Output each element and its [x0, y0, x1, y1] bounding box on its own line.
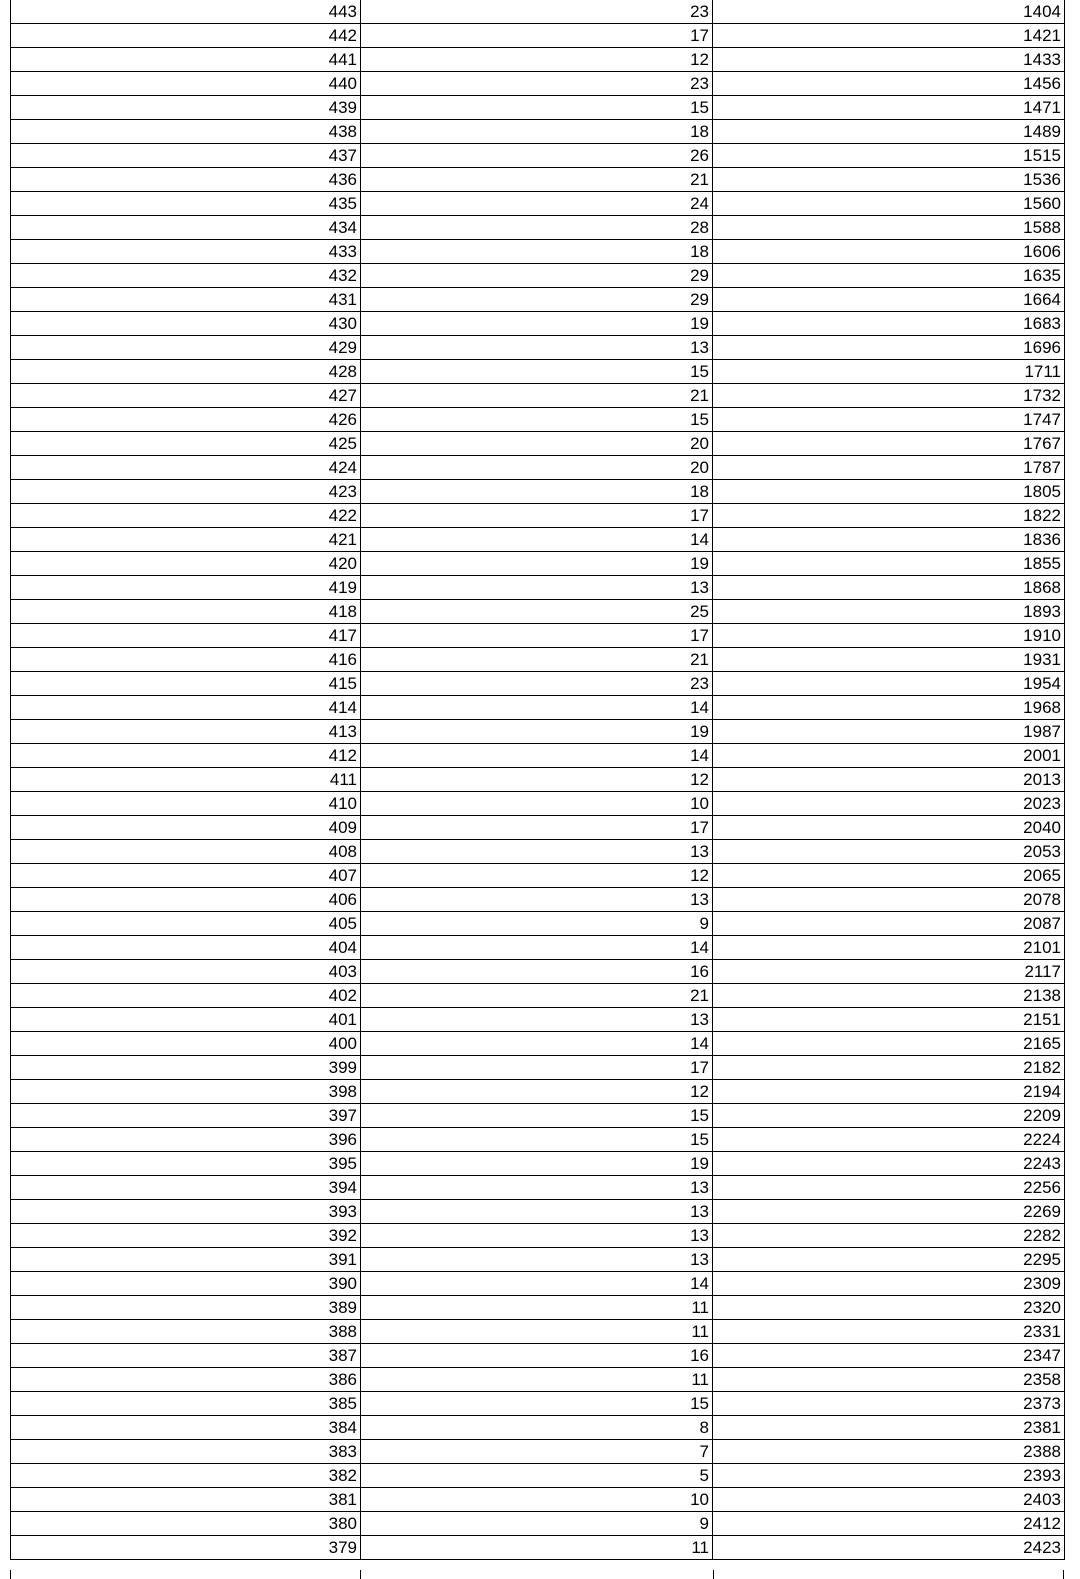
table-row — [11, 1440, 1065, 1464]
count-cell[interactable]: 13 — [361, 576, 713, 600]
count-cell[interactable]: 19 — [361, 720, 713, 744]
cumulative-cell[interactable]: 1910 — [713, 624, 1065, 648]
table-row — [11, 696, 1065, 720]
cumulative-cell[interactable]: 1968 — [713, 696, 1065, 720]
score-cell[interactable]: 412 — [11, 744, 361, 768]
table-row — [11, 480, 1065, 504]
score-cell[interactable]: 433 — [11, 240, 361, 264]
count-cell[interactable]: 14 — [361, 1032, 713, 1056]
cumulative-cell[interactable]: 1767 — [713, 432, 1065, 456]
count-cell[interactable]: 13 — [361, 888, 713, 912]
score-cell[interactable]: 436 — [11, 168, 361, 192]
count-cell[interactable]: 19 — [361, 312, 713, 336]
score-cell[interactable]: 435 — [11, 192, 361, 216]
table-row — [11, 1536, 1065, 1560]
table-row — [11, 1008, 1065, 1032]
cumulative-cell[interactable]: 2256 — [713, 1176, 1065, 1200]
table-row — [11, 1344, 1065, 1368]
count-cell[interactable]: 8 — [361, 1416, 713, 1440]
table-row — [11, 1272, 1065, 1296]
score-cell[interactable]: 381 — [11, 1488, 361, 1512]
score-cell[interactable]: 426 — [11, 408, 361, 432]
score-cell[interactable]: 404 — [11, 936, 361, 960]
cumulative-cell[interactable]: 2320 — [713, 1296, 1065, 1320]
table-row — [11, 96, 1065, 120]
table-row — [11, 552, 1065, 576]
count-cell[interactable]: 18 — [361, 480, 713, 504]
table-row — [11, 1512, 1065, 1536]
table-row — [11, 672, 1065, 696]
cumulative-cell[interactable]: 2243 — [713, 1152, 1065, 1176]
count-cell[interactable]: 23 — [361, 0, 713, 24]
count-cell[interactable]: 14 — [361, 744, 713, 768]
cumulative-cell[interactable]: 1836 — [713, 528, 1065, 552]
score-cell[interactable]: 420 — [11, 552, 361, 576]
score-cell[interactable]: 427 — [11, 384, 361, 408]
table-row — [11, 384, 1065, 408]
table-row — [11, 840, 1065, 864]
cumulative-cell[interactable]: 2309 — [713, 1272, 1065, 1296]
cumulative-cell[interactable]: 2053 — [713, 840, 1065, 864]
score-cell[interactable]: 411 — [11, 768, 361, 792]
cumulative-cell[interactable]: 1893 — [713, 600, 1065, 624]
score-distribution-table — [10, 0, 1065, 1560]
count-cell[interactable]: 13 — [361, 840, 713, 864]
score-cell[interactable]: 387 — [11, 1344, 361, 1368]
score-cell[interactable]: 397 — [11, 1104, 361, 1128]
score-cell[interactable]: 392 — [11, 1224, 361, 1248]
score-cell[interactable]: 403 — [11, 960, 361, 984]
score-cell[interactable]: 407 — [11, 864, 361, 888]
count-cell[interactable]: 16 — [361, 960, 713, 984]
table-row — [11, 336, 1065, 360]
table-row — [11, 504, 1065, 528]
count-cell[interactable]: 14 — [361, 696, 713, 720]
count-cell[interactable]: 14 — [361, 936, 713, 960]
count-cell[interactable]: 18 — [361, 240, 713, 264]
score-cell[interactable]: 413 — [11, 720, 361, 744]
count-cell[interactable]: 10 — [361, 1488, 713, 1512]
table-row — [11, 816, 1065, 840]
score-cell[interactable]: 388 — [11, 1320, 361, 1344]
score-cell[interactable]: 442 — [11, 24, 361, 48]
count-cell[interactable]: 23 — [361, 72, 713, 96]
count-cell[interactable]: 24 — [361, 192, 713, 216]
table-row — [11, 768, 1065, 792]
cumulative-cell[interactable]: 2423 — [713, 1536, 1065, 1560]
count-cell[interactable]: 21 — [361, 384, 713, 408]
count-cell[interactable]: 10 — [361, 792, 713, 816]
cumulative-cell[interactable]: 2209 — [713, 1104, 1065, 1128]
table-row — [11, 936, 1065, 960]
score-cell[interactable]: 421 — [11, 528, 361, 552]
score-cell[interactable]: 434 — [11, 216, 361, 240]
cumulative-cell[interactable]: 1822 — [713, 504, 1065, 528]
cumulative-cell[interactable]: 2078 — [713, 888, 1065, 912]
cumulative-cell[interactable]: 1931 — [713, 648, 1065, 672]
cumulative-cell[interactable]: 1747 — [713, 408, 1065, 432]
table-row — [11, 864, 1065, 888]
count-cell[interactable]: 16 — [361, 1344, 713, 1368]
count-cell[interactable]: 13 — [361, 1248, 713, 1272]
score-cell[interactable]: 402 — [11, 984, 361, 1008]
count-cell[interactable]: 20 — [361, 432, 713, 456]
cumulative-cell[interactable]: 1696 — [713, 336, 1065, 360]
count-cell[interactable]: 15 — [361, 96, 713, 120]
count-cell[interactable]: 12 — [361, 1080, 713, 1104]
cumulative-cell[interactable]: 2381 — [713, 1416, 1065, 1440]
score-cell[interactable]: 401 — [11, 1008, 361, 1032]
next-row-partial — [10, 1570, 1064, 1579]
cumulative-cell[interactable]: 1560 — [713, 192, 1065, 216]
count-cell[interactable]: 15 — [361, 1104, 713, 1128]
table-row — [11, 792, 1065, 816]
score-cell[interactable]: 399 — [11, 1056, 361, 1080]
count-cell[interactable]: 14 — [361, 1272, 713, 1296]
score-cell[interactable]: 398 — [11, 1080, 361, 1104]
table-row — [11, 1176, 1065, 1200]
score-cell[interactable]: 382 — [11, 1464, 361, 1488]
cumulative-cell[interactable]: 2412 — [713, 1512, 1065, 1536]
score-cell[interactable]: 383 — [11, 1440, 361, 1464]
spreadsheet-sheet — [10, 0, 1064, 1560]
score-cell[interactable]: 425 — [11, 432, 361, 456]
cumulative-cell[interactable]: 2013 — [713, 768, 1065, 792]
count-cell[interactable]: 12 — [361, 864, 713, 888]
cumulative-cell[interactable]: 2393 — [713, 1464, 1065, 1488]
cumulative-cell[interactable]: 1606 — [713, 240, 1065, 264]
cumulative-cell[interactable]: 1588 — [713, 216, 1065, 240]
table-row — [11, 744, 1065, 768]
cumulative-cell[interactable]: 1732 — [713, 384, 1065, 408]
cumulative-cell[interactable]: 2065 — [713, 864, 1065, 888]
table-row — [11, 720, 1065, 744]
table-row — [11, 1416, 1065, 1440]
count-cell[interactable]: 17 — [361, 1056, 713, 1080]
cumulative-cell[interactable]: 2224 — [713, 1128, 1065, 1152]
count-cell[interactable]: 15 — [361, 408, 713, 432]
cumulative-cell[interactable]: 1787 — [713, 456, 1065, 480]
score-cell[interactable]: 439 — [11, 96, 361, 120]
table-row — [11, 576, 1065, 600]
cumulative-cell[interactable]: 1954 — [713, 672, 1065, 696]
table-row — [11, 960, 1065, 984]
count-cell[interactable]: 28 — [361, 216, 713, 240]
table-row — [11, 1392, 1065, 1416]
count-cell[interactable]: 12 — [361, 48, 713, 72]
cumulative-cell[interactable]: 2388 — [713, 1440, 1065, 1464]
count-cell[interactable]: 11 — [361, 1536, 713, 1560]
score-cell[interactable]: 405 — [11, 912, 361, 936]
count-cell[interactable]: 21 — [361, 168, 713, 192]
score-cell[interactable]: 414 — [11, 696, 361, 720]
table-row — [11, 456, 1065, 480]
count-cell[interactable]: 12 — [361, 768, 713, 792]
count-cell[interactable]: 15 — [361, 1128, 713, 1152]
table-row — [11, 312, 1065, 336]
table-row — [11, 1224, 1065, 1248]
table-row — [11, 432, 1065, 456]
count-cell[interactable]: 20 — [361, 456, 713, 480]
count-cell[interactable]: 29 — [361, 288, 713, 312]
table-row — [11, 168, 1065, 192]
table-row — [11, 72, 1065, 96]
score-cell[interactable]: 380 — [11, 1512, 361, 1536]
score-cell[interactable]: 432 — [11, 264, 361, 288]
score-cell[interactable]: 410 — [11, 792, 361, 816]
count-cell[interactable]: 23 — [361, 672, 713, 696]
score-cell[interactable]: 385 — [11, 1392, 361, 1416]
cumulative-cell[interactable]: 1711 — [713, 360, 1065, 384]
column-divider — [360, 1570, 361, 1579]
table-row — [11, 528, 1065, 552]
cumulative-cell[interactable]: 1433 — [713, 48, 1065, 72]
count-cell[interactable]: 5 — [361, 1464, 713, 1488]
table-row — [11, 1296, 1065, 1320]
cumulative-cell[interactable]: 2347 — [713, 1344, 1065, 1368]
table-row — [11, 600, 1065, 624]
cumulative-cell[interactable]: 2194 — [713, 1080, 1065, 1104]
count-cell[interactable]: 29 — [361, 264, 713, 288]
table-row — [11, 1368, 1065, 1392]
table-row — [11, 1128, 1065, 1152]
score-cell[interactable]: 440 — [11, 72, 361, 96]
score-cell[interactable]: 389 — [11, 1296, 361, 1320]
table-row — [11, 1248, 1065, 1272]
table-row — [11, 144, 1065, 168]
score-cell[interactable]: 379 — [11, 1536, 361, 1560]
count-cell[interactable]: 18 — [361, 120, 713, 144]
cumulative-cell[interactable]: 1683 — [713, 312, 1065, 336]
count-cell[interactable]: 11 — [361, 1368, 713, 1392]
score-cell[interactable]: 430 — [11, 312, 361, 336]
cumulative-cell[interactable]: 2087 — [713, 912, 1065, 936]
cumulative-cell[interactable]: 2023 — [713, 792, 1065, 816]
count-cell[interactable]: 9 — [361, 1512, 713, 1536]
score-cell[interactable]: 390 — [11, 1272, 361, 1296]
table-row — [11, 288, 1065, 312]
table-row — [11, 984, 1065, 1008]
cumulative-cell[interactable]: 1635 — [713, 264, 1065, 288]
table-row — [11, 192, 1065, 216]
score-cell[interactable]: 422 — [11, 504, 361, 528]
count-cell[interactable]: 9 — [361, 912, 713, 936]
table-row — [11, 888, 1065, 912]
table-row — [11, 912, 1065, 936]
table-row — [11, 648, 1065, 672]
cumulative-cell[interactable]: 1515 — [713, 144, 1065, 168]
table-row — [11, 120, 1065, 144]
cumulative-cell[interactable]: 1664 — [713, 288, 1065, 312]
count-cell[interactable]: 17 — [361, 24, 713, 48]
count-cell[interactable]: 7 — [361, 1440, 713, 1464]
table-row — [11, 24, 1065, 48]
count-cell[interactable]: 13 — [361, 1176, 713, 1200]
score-cell[interactable]: 396 — [11, 1128, 361, 1152]
cumulative-cell[interactable]: 2403 — [713, 1488, 1065, 1512]
score-cell[interactable]: 428 — [11, 360, 361, 384]
cumulative-cell[interactable]: 2165 — [713, 1032, 1065, 1056]
cumulative-cell[interactable]: 1868 — [713, 576, 1065, 600]
cumulative-cell[interactable]: 1404 — [713, 0, 1065, 24]
table-row — [11, 360, 1065, 384]
cumulative-cell[interactable]: 2373 — [713, 1392, 1065, 1416]
count-cell[interactable]: 15 — [361, 1392, 713, 1416]
table-row — [11, 1032, 1065, 1056]
score-cell[interactable]: 386 — [11, 1368, 361, 1392]
count-cell[interactable]: 17 — [361, 504, 713, 528]
count-cell[interactable]: 15 — [361, 360, 713, 384]
table-row — [11, 1464, 1065, 1488]
table-row — [11, 216, 1065, 240]
table-row — [11, 408, 1065, 432]
table-row — [11, 1488, 1065, 1512]
score-cell[interactable]: 395 — [11, 1152, 361, 1176]
table-row — [11, 264, 1065, 288]
cumulative-cell[interactable]: 2269 — [713, 1200, 1065, 1224]
score-cell[interactable]: 408 — [11, 840, 361, 864]
cumulative-cell[interactable]: 2138 — [713, 984, 1065, 1008]
score-cell[interactable]: 416 — [11, 648, 361, 672]
table-row — [11, 240, 1065, 264]
count-cell[interactable]: 19 — [361, 552, 713, 576]
table-row — [11, 1200, 1065, 1224]
score-cell[interactable]: 437 — [11, 144, 361, 168]
table-row — [11, 624, 1065, 648]
score-cell[interactable]: 419 — [11, 576, 361, 600]
count-cell[interactable]: 21 — [361, 984, 713, 1008]
cumulative-cell[interactable]: 2358 — [713, 1368, 1065, 1392]
cumulative-cell[interactable]: 2295 — [713, 1248, 1065, 1272]
score-cell[interactable]: 394 — [11, 1176, 361, 1200]
table-row — [11, 1104, 1065, 1128]
score-cell[interactable]: 384 — [11, 1416, 361, 1440]
count-cell[interactable]: 17 — [361, 816, 713, 840]
score-cell[interactable]: 429 — [11, 336, 361, 360]
cumulative-cell[interactable]: 2117 — [713, 960, 1065, 984]
cumulative-cell[interactable]: 2001 — [713, 744, 1065, 768]
score-cell[interactable]: 438 — [11, 120, 361, 144]
count-cell[interactable]: 25 — [361, 600, 713, 624]
count-cell[interactable]: 19 — [361, 1152, 713, 1176]
score-cell[interactable]: 431 — [11, 288, 361, 312]
count-cell[interactable]: 13 — [361, 336, 713, 360]
table-body — [11, 0, 1065, 1560]
score-cell[interactable]: 415 — [11, 672, 361, 696]
score-cell[interactable]: 418 — [11, 600, 361, 624]
table-row — [11, 1080, 1065, 1104]
count-cell[interactable]: 14 — [361, 528, 713, 552]
score-cell[interactable]: 393 — [11, 1200, 361, 1224]
cumulative-cell[interactable]: 2282 — [713, 1224, 1065, 1248]
table-row — [11, 48, 1065, 72]
table-row — [11, 1152, 1065, 1176]
count-cell[interactable]: 11 — [361, 1320, 713, 1344]
score-cell[interactable]: 400 — [11, 1032, 361, 1056]
score-cell[interactable]: 406 — [11, 888, 361, 912]
cumulative-cell[interactable]: 1536 — [713, 168, 1065, 192]
cumulative-cell[interactable]: 1805 — [713, 480, 1065, 504]
score-cell[interactable]: 409 — [11, 816, 361, 840]
count-cell[interactable]: 17 — [361, 624, 713, 648]
cumulative-cell[interactable]: 1421 — [713, 24, 1065, 48]
column-divider — [713, 1570, 714, 1579]
score-cell[interactable]: 443 — [11, 0, 361, 24]
count-cell[interactable]: 26 — [361, 144, 713, 168]
cumulative-cell[interactable]: 1987 — [713, 720, 1065, 744]
table-row — [11, 0, 1065, 24]
cumulative-cell[interactable]: 2151 — [713, 1008, 1065, 1032]
table-row — [11, 1320, 1065, 1344]
cumulative-cell[interactable]: 2182 — [713, 1056, 1065, 1080]
score-cell[interactable]: 391 — [11, 1248, 361, 1272]
score-cell[interactable]: 423 — [11, 480, 361, 504]
count-cell[interactable]: 21 — [361, 648, 713, 672]
cumulative-cell[interactable]: 1471 — [713, 96, 1065, 120]
table-row — [11, 1056, 1065, 1080]
cumulative-cell[interactable]: 2331 — [713, 1320, 1065, 1344]
count-cell[interactable]: 13 — [361, 1224, 713, 1248]
count-cell[interactable]: 13 — [361, 1200, 713, 1224]
cumulative-cell[interactable]: 2101 — [713, 936, 1065, 960]
score-cell[interactable]: 417 — [11, 624, 361, 648]
cumulative-cell[interactable]: 1855 — [713, 552, 1065, 576]
score-cell[interactable]: 441 — [11, 48, 361, 72]
count-cell[interactable]: 13 — [361, 1008, 713, 1032]
cumulative-cell[interactable]: 2040 — [713, 816, 1065, 840]
cumulative-cell[interactable]: 1489 — [713, 120, 1065, 144]
cumulative-cell[interactable]: 1456 — [713, 72, 1065, 96]
score-cell[interactable]: 424 — [11, 456, 361, 480]
count-cell[interactable]: 11 — [361, 1296, 713, 1320]
